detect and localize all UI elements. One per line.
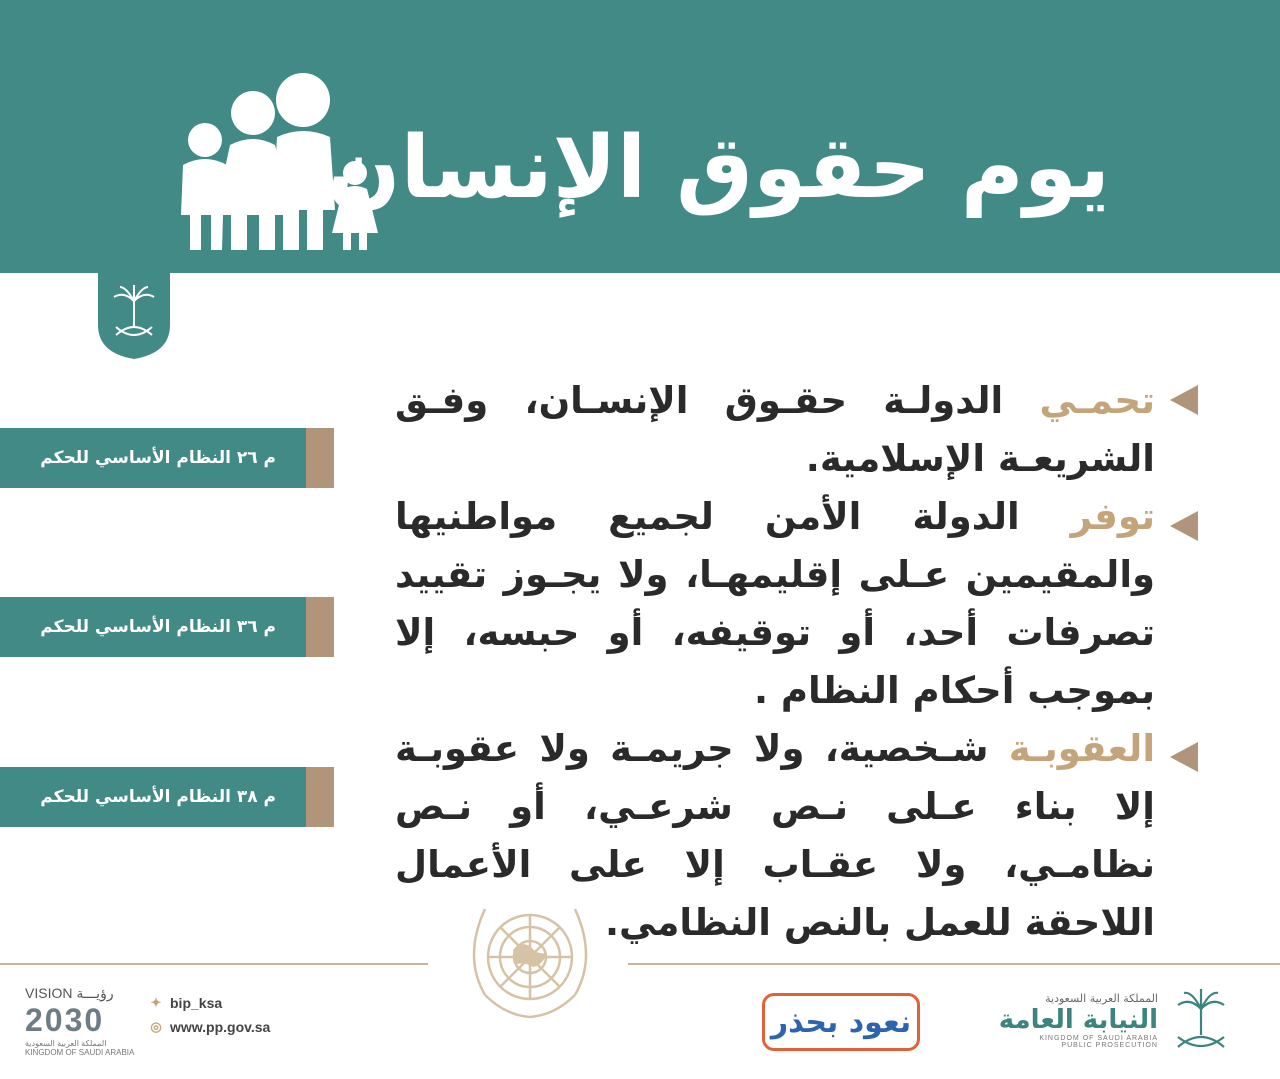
paragraph-1-lead: تحمـي xyxy=(1039,379,1155,422)
campaign-logo xyxy=(762,993,920,1051)
vision-2030-logo xyxy=(25,985,134,1057)
paragraph-1-text: الدولـة حقـوق الإنسـان، وفـق الشريعـة الإسلامية. xyxy=(395,379,1155,480)
bullet-arrow-icon xyxy=(1170,385,1198,415)
palm-emblem-badge-icon xyxy=(98,273,170,359)
reference-cap xyxy=(306,597,334,657)
bullet-arrow-icon xyxy=(1170,742,1198,772)
vision-year: 2030 xyxy=(25,1002,105,1038)
un-emblem-icon xyxy=(455,895,605,1025)
vision-en: VISION xyxy=(25,985,73,1001)
org-en-name: PUBLIC PROSECUTION xyxy=(1061,1041,1158,1049)
social-links xyxy=(148,995,270,1043)
reference-article-38 xyxy=(0,767,334,827)
twitter-handle[interactable]: bip_ksa xyxy=(170,995,223,1011)
reference-article-36 xyxy=(0,597,334,657)
footer-divider xyxy=(628,963,1280,965)
paragraph-3-text: شـخصية، ولا جريمـة ولا عقوبـة إلا بناء عـلى نـص شرعـي، أو نـص نظامـي، ولا عقـاب إلا على الأعمال اللاحقة للعمل بالنص النظامي. xyxy=(395,727,1155,944)
public-prosecution-logo xyxy=(999,985,1230,1055)
page-title: يوم حقوق الإنسان xyxy=(327,118,1110,218)
reference-cap xyxy=(306,428,334,488)
reference-label: م ٢٦ النظام الأساسي للحكم xyxy=(40,448,276,468)
reference-label: م ٣٦ النظام الأساسي للحكم xyxy=(40,617,276,637)
reference-label: م ٣٨ النظام الأساسي للحكم xyxy=(40,787,276,807)
vision-sub-ar: المملكة العربية السعودية xyxy=(25,1039,107,1048)
paragraph-3-lead: العقوبـة xyxy=(1008,727,1155,770)
palm-swords-icon xyxy=(1172,985,1230,1055)
bullet-arrow-icon xyxy=(1170,511,1198,541)
paragraph-1 xyxy=(395,372,1155,488)
vision-ar: رؤيـــة xyxy=(76,985,114,1001)
website-link[interactable]: www.pp.gov.sa xyxy=(170,1019,271,1035)
paragraph-2-lead: توفر xyxy=(1070,495,1155,538)
paragraph-2-text: الدولة الأمن لجميع مواطنيها والمقيمين عـلى إقليمهـا، ولا يجـوز تقييد تصرفات أحد، أو توقيفه، أو حبسه، إلا بموجب أحكام النظام . xyxy=(395,495,1155,712)
globe-icon: ◎ xyxy=(150,1019,162,1034)
footer-divider xyxy=(0,963,428,965)
org-en-country: KINGDOM OF SAUDI ARABIA xyxy=(1039,1034,1158,1042)
article-text xyxy=(395,372,1155,952)
org-name: النيابة العامة xyxy=(998,1004,1158,1035)
paragraph-2 xyxy=(395,488,1155,720)
campaign-text: نعود بحذر xyxy=(770,1004,912,1040)
org-country: المملكة العربية السعودية xyxy=(1045,991,1158,1005)
reference-article-26 xyxy=(0,428,334,488)
vision-sub-en: KINGDOM OF SAUDI ARABIA xyxy=(25,1048,135,1057)
twitter-icon: ✦ xyxy=(150,995,162,1010)
reference-cap xyxy=(306,767,334,827)
header-banner xyxy=(0,0,1280,273)
